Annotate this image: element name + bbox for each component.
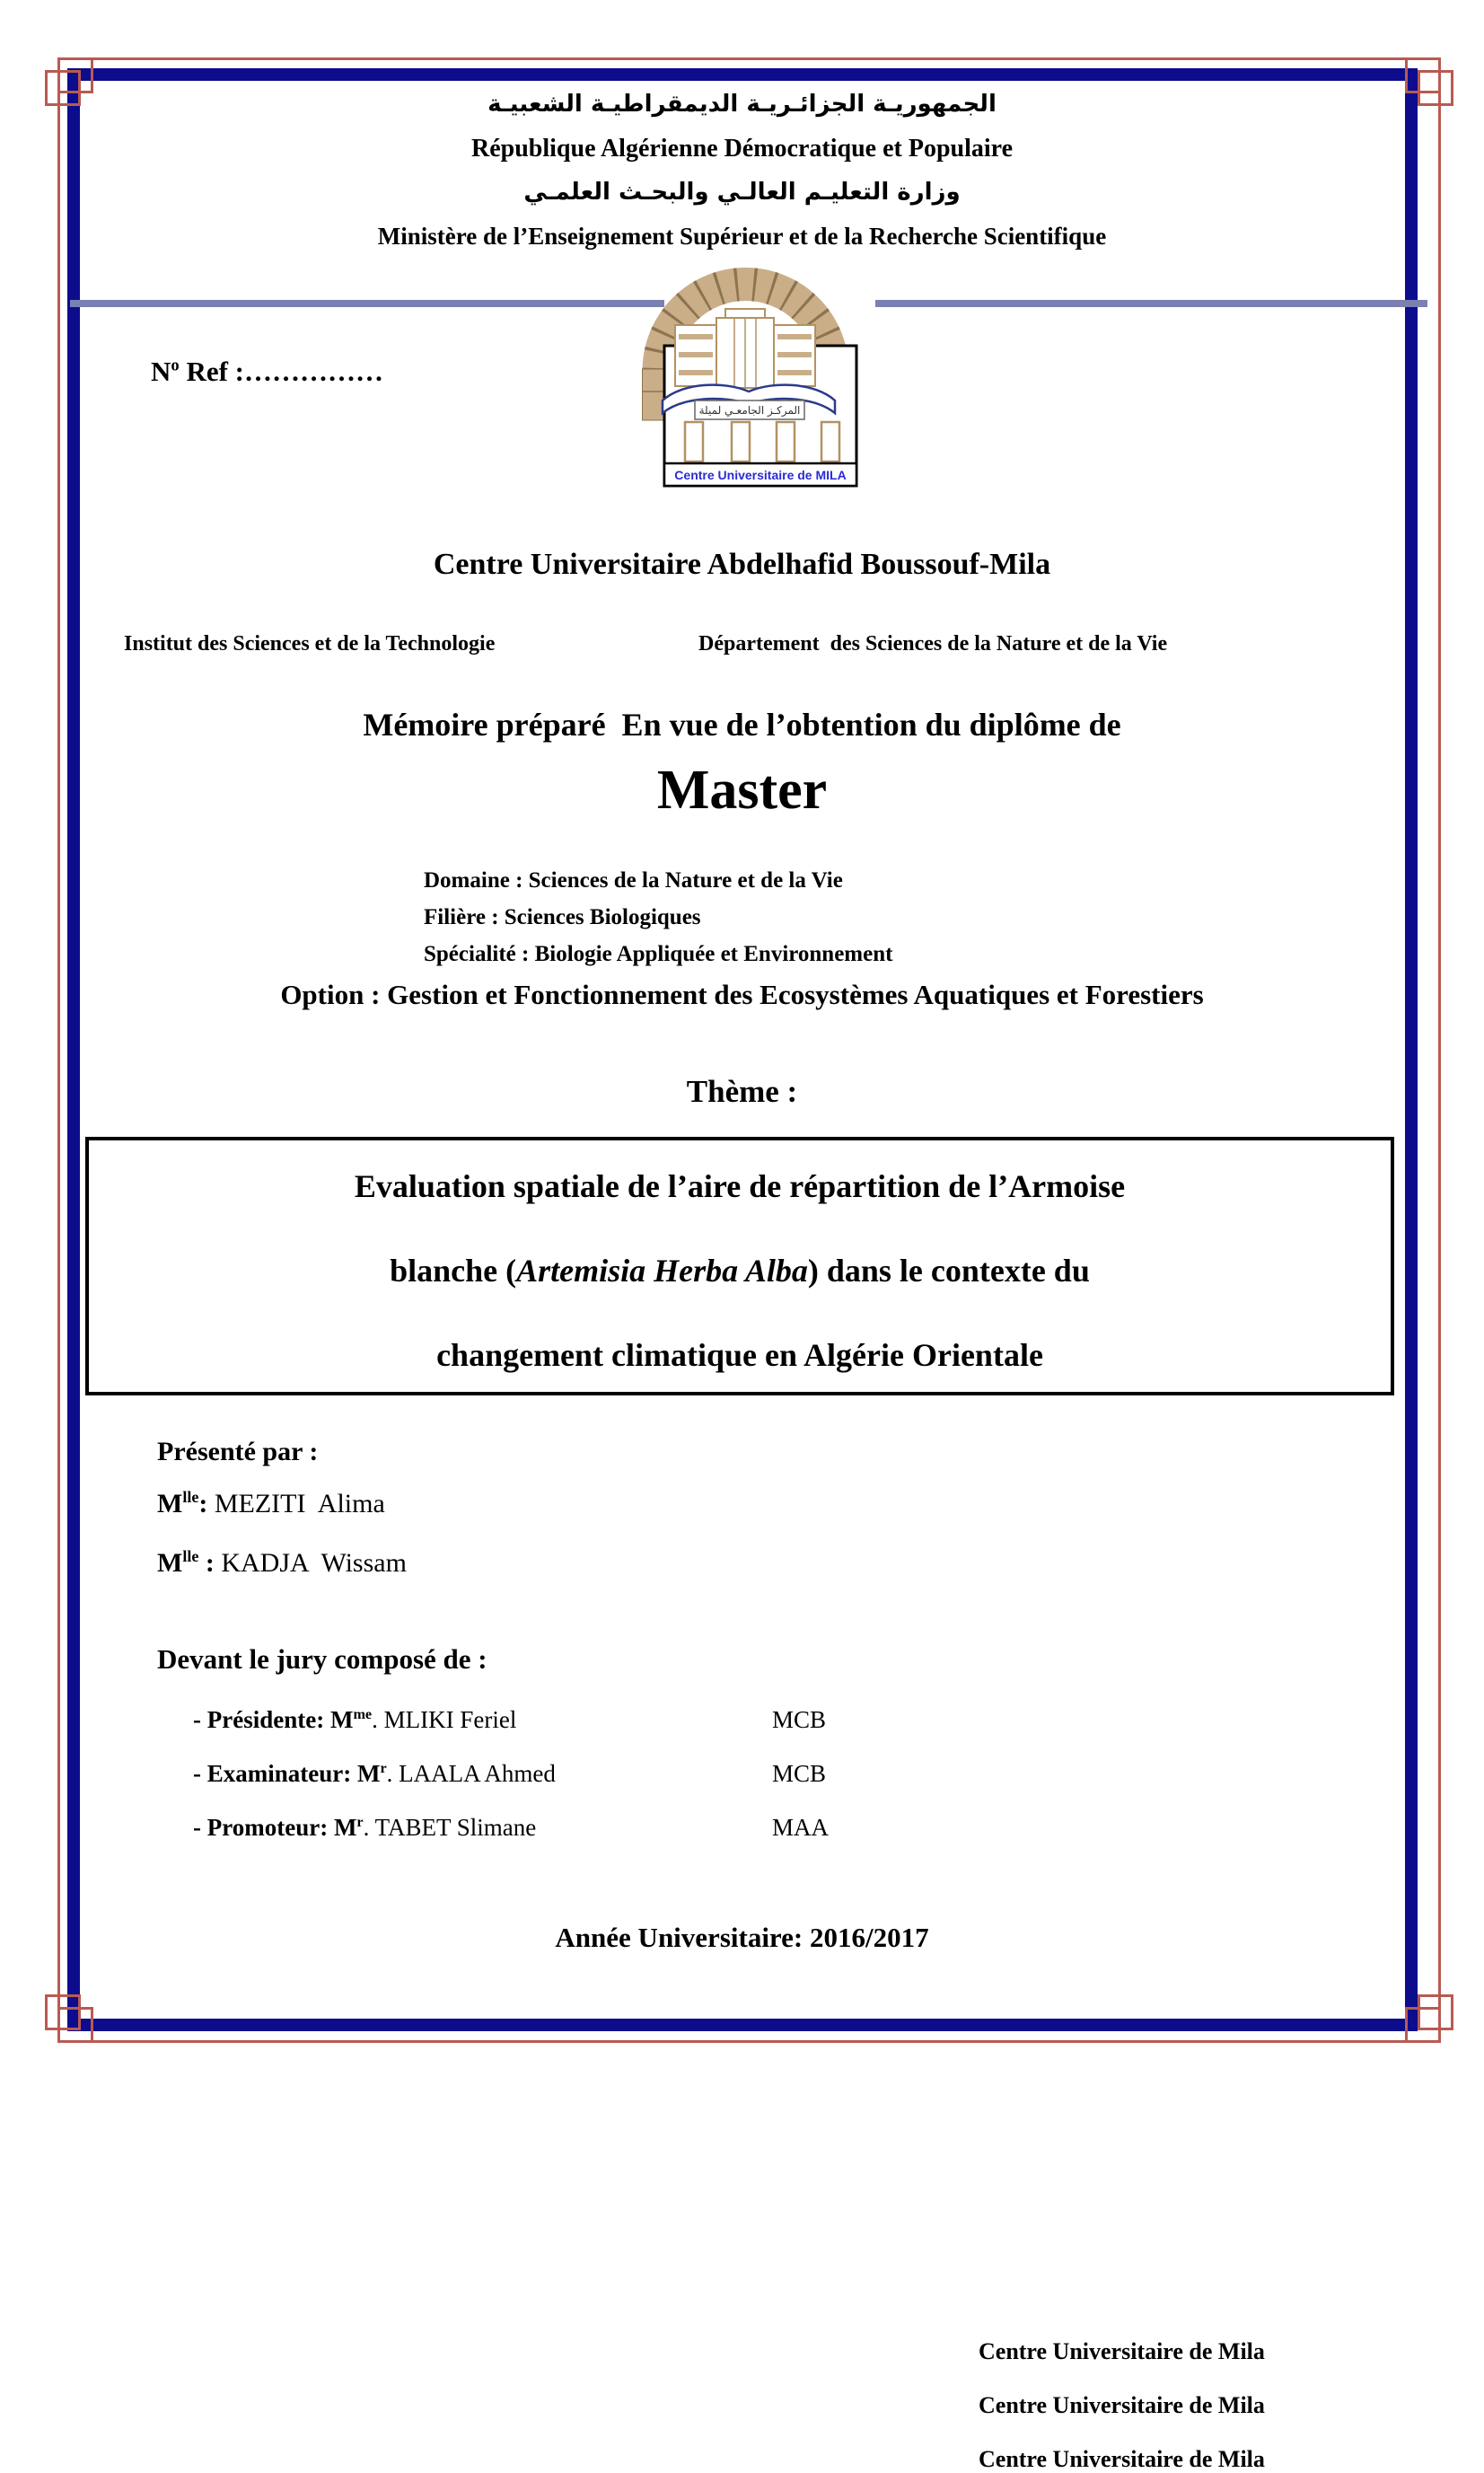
thesis-title-line2	[89, 1228, 1391, 1313]
student-2-title: M	[157, 1548, 183, 1578]
jury-grade: MAA	[772, 1814, 830, 1841]
student-1-title: M	[157, 1489, 183, 1518]
ref-n: N	[151, 356, 171, 387]
jury-role	[193, 1814, 536, 1842]
university-name: Centre Universitaire Abdelhafid Boussouf-Mila	[433, 548, 1051, 581]
jury-institution: Centre Universitaire de Mila	[979, 2338, 1265, 2364]
header-block	[0, 83, 1484, 259]
jury-role-text: - Examinateur: M	[193, 1760, 381, 1787]
jury-grade: MCB	[772, 1760, 827, 1787]
jury-label: Devant le jury composé de :	[157, 1643, 487, 1675]
title-line2-post: ) dans le contexte du	[807, 1253, 1090, 1289]
specialite-line: Spécialité : Biologie Appliquée et Environnement	[424, 942, 893, 966]
jury-role-text: - Présidente: M	[193, 1706, 354, 1733]
border-corner-ornament	[45, 1994, 81, 2030]
student-1	[157, 1489, 385, 1519]
jury-member-name: . TABET Slimane	[363, 1814, 537, 1841]
student-2-name: KADJA Wissam	[214, 1548, 407, 1578]
student-2-sep: :	[198, 1548, 215, 1578]
republic-line-french: République Algérienne Démocratique et Populaire	[471, 135, 1013, 163]
theme-label: Thème :	[686, 1074, 798, 1109]
student-2	[157, 1548, 407, 1579]
thesis-title-box	[85, 1137, 1394, 1395]
student-1-sep: :	[198, 1489, 208, 1518]
jury-role-sup: r	[380, 1760, 387, 1776]
student-2-sup: lle	[182, 1547, 199, 1565]
domain-block	[424, 862, 892, 972]
jury-institution: Centre Universitaire de Mila	[979, 2446, 1265, 2472]
jury-member-name: . MLIKI Feriel	[372, 1706, 517, 1733]
title-line2-pre: blanche (	[390, 1253, 517, 1289]
department-name: Département des Sciences de la Nature et de la Vie	[698, 632, 1168, 656]
jury-role-sup: me	[353, 1706, 373, 1722]
institute-name: Institut des Sciences et de la Technologie	[124, 632, 496, 656]
ministry-line-french: Ministère de l’Enseignement Supérieur et de la Recherche Scientifique	[377, 223, 1107, 250]
domaine-line: Domaine : Sciences de la Nature et de la Vie	[424, 868, 843, 893]
jury-member-name: . LAALA Ahmed	[386, 1760, 556, 1787]
jury-grade: MCB	[772, 1706, 827, 1733]
ref-dots: Ref :……………	[179, 356, 383, 387]
option-line: Option : Gestion et Fonctionnement des Ecosystèmes Aquatiques et Forestiers	[280, 979, 1204, 1010]
thesis-title-line1: Evaluation spatiale de l’aire de répartition de l’Armoise	[354, 1168, 1126, 1204]
jury-role	[193, 1760, 556, 1788]
republic-line-arabic: الجمهوريـة الجزائـريـة الديمقراطيـة الشعبيـة	[487, 91, 997, 118]
border-corner-ornament	[1418, 1994, 1453, 2030]
jury-role	[193, 1706, 516, 1734]
university-logo	[639, 266, 859, 504]
thesis-title-line3: changement climatique en Algérie Orientale	[436, 1337, 1043, 1373]
filiere-line: Filière : Sciences Biologiques	[424, 905, 701, 929]
memoire-line: Mémoire préparé En vue de l’obtention du diplôme de	[363, 707, 1121, 743]
jury-role-sup: r	[356, 1814, 364, 1830]
jury-institution: Centre Universitaire de Mila	[979, 2392, 1265, 2418]
degree-name: Master	[656, 760, 828, 821]
student-1-name: MEZITI Alima	[207, 1489, 385, 1518]
logo-caption-text: Centre Universitaire de MILA	[674, 468, 847, 482]
separator-line-left	[70, 300, 664, 307]
reference-number	[151, 356, 383, 388]
title-species-italic: Artemisia Herba Alba	[516, 1253, 808, 1289]
ref-sup: o	[171, 356, 180, 375]
presented-by-label: Présenté par :	[157, 1437, 319, 1466]
student-1-sup: lle	[182, 1488, 199, 1506]
ministry-line-arabic: وزارة التعليـم العالـي والبحـث العلمـي	[523, 179, 961, 206]
academic-year: Année Universitaire: 2016/2017	[555, 1922, 929, 1953]
logo-book-arabic-text: المركـز الجامعـي لميلة	[698, 404, 801, 417]
separator-line-right	[875, 300, 1427, 307]
jury-role-text: - Promoteur: M	[193, 1814, 357, 1841]
